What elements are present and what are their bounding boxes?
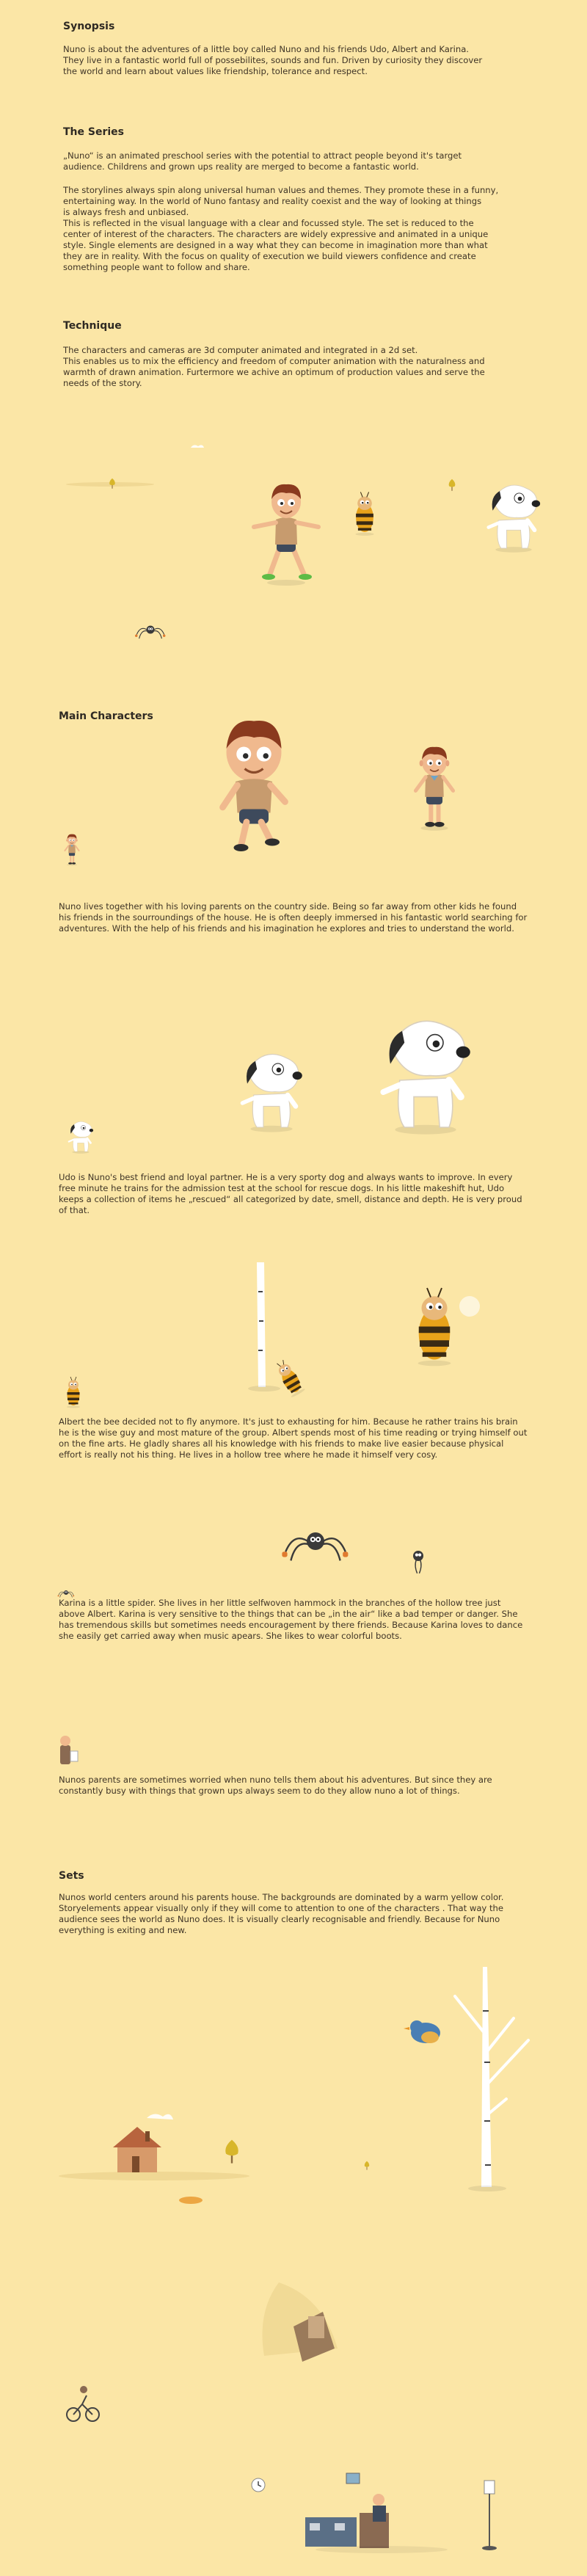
spider-karina-icon <box>135 626 165 639</box>
boy-nuno-icon <box>416 747 453 831</box>
sets-illustration-countryside <box>44 1967 550 2209</box>
boy-nuno-icon <box>254 484 318 586</box>
boy-nuno-icon <box>223 721 285 851</box>
bubble-icon <box>459 1296 480 1317</box>
udo-description: Udo is Nuno's best friend and loyal partner. He is a very sporty dog and always wants to improve. In every free minute he trains for the admission test at the school for rescue dogs. In his little makeshift hut, Udo keeps a collection of items he „rescued“ all categorized by date, smell, distance and depth. He is very proud of that. <box>59 1172 522 1215</box>
bee-albert-icon <box>67 1377 80 1408</box>
parents-illustration <box>44 1732 117 1776</box>
technique-illustration <box>44 440 550 661</box>
karina-description: Karina is a little spider. She lives in her little selfwoven hammock in the branches of the hollow tree just above Albert. Karina is very sensitive to the things that can be „in the air“ like a bad temper or danger. She has tremendous skills but sometimes needs encouragement by there friends. Because Karina loves to dance she easily get carried away when music apears. She likes to wear colorful boots. <box>59 1598 523 1641</box>
spider-karina-icon <box>282 1532 348 1560</box>
synopsis-heading: Synopsis <box>63 21 115 32</box>
spider-karina-icon <box>413 1551 423 1573</box>
birch-tree-icon <box>455 1967 528 2191</box>
desk-icon <box>305 2494 389 2548</box>
nuno-description: Nuno lives together with his loving parents on the country side. Being so far away from other kids he found his friends in the sourroundings of the house. He is often deeply immersed in his fantastic world searching for adventures. With the help of his friends and his imagination he explores and tries to understand the world. <box>59 901 528 934</box>
clock-icon <box>252 2478 265 2492</box>
bee-albert-icon <box>355 492 373 536</box>
tree-icon <box>449 479 456 491</box>
bicycle-icon <box>67 2386 99 2421</box>
house-icon <box>113 2127 161 2172</box>
series-heading: The Series <box>63 126 124 138</box>
lamp-icon <box>482 2481 497 2550</box>
technique-text: The characters and cameras are 3d computer animated and integrated in a 2d set. This enables us to mix the efficiency and freedom of computer animation with the naturalness and warmth of drawn animation. Furtermore we achive an optimum of production values and serve the needs of the story. <box>63 345 485 388</box>
series-paragraph-1: „Nuno“ is an animated preschool series with the potential to attract people beyond it's target audience. Childrens and grown ups reality are merged to become a fantastic world. <box>63 150 462 172</box>
parents-description: Nunos parents are sometimes worried when nuno tells them about his adventures. But since they are constantly busy with things that grown ups always seem to do they allow nuno a lot of things. <box>59 1775 492 1796</box>
nuno-illustration <box>44 705 514 895</box>
main-characters-heading: Main Characters <box>59 710 153 722</box>
spider-karina-icon <box>58 1590 75 1598</box>
udo-illustration <box>44 1005 521 1167</box>
bee-albert-icon <box>418 1288 451 1366</box>
boy-nuno-icon <box>65 834 79 866</box>
dog-udo-icon <box>69 1121 93 1153</box>
sets-text: Nunos world centers around his parents house. The backgrounds are dominated by a warm yellow color. Storyelements appear visually only if they will come to attention to one of the characters . That way the audience sees the world as Nuno does. It is visually clearly recognisable and friendly. Because for Nuno everything is exiting and new. <box>59 1892 504 1935</box>
series-paragraph-2: The storylines always spin along universal human values and themes. They promote these in a funny, entertaining way. In the world of Nuno fantasy and reality coexist and the way of looking at things is always fresh and unbiased. This is reflected in the visual language with a clear and focussed style. The set is reduced to the center of interest of the characters. The characters are widely expressive and animated in a unique style. Single elements are designed in a way what they can become in imagination more than what they are in reality. With the focus on quality of execution we build viewers confidence and create something people want to follow and share. <box>63 185 499 272</box>
tree-icon <box>365 2161 370 2170</box>
dog-udo-icon <box>383 1021 470 1134</box>
bee-albert-icon <box>273 1358 305 1398</box>
technique-heading: Technique <box>63 320 122 332</box>
bird-icon <box>404 2020 440 2043</box>
sets-heading: Sets <box>59 1870 84 1882</box>
synopsis-text: Nuno is about the adventures of a little boy called Nuno and his friends Udo, Albert and Karina. They live in a fantastic world full of possebilites, sounds and fun. Driven by curiosity they discover the world and learn about values like friendship, tolerance and respect. <box>63 44 483 76</box>
tree-icon <box>225 2140 238 2164</box>
dog-udo-icon <box>489 485 540 553</box>
karina-illustration <box>44 1519 521 1600</box>
sets-illustration-interior <box>44 2238 550 2569</box>
albert-illustration <box>44 1262 521 1416</box>
dog-udo-icon <box>242 1055 302 1132</box>
albert-description: Albert the bee decided not to fly anymore. It's just to exhausting for him. Because he rather trains his brain he is the wise guy and most mature of the group. Albert spends most of his time reading or trying himself out on the fine arts. He gladly shares all his knowledge with his friends to make live easier because physical effort is really not his thing. He lives in a hollow tree where he made it himself very cosy. <box>59 1416 528 1460</box>
tree-icon <box>109 479 115 489</box>
